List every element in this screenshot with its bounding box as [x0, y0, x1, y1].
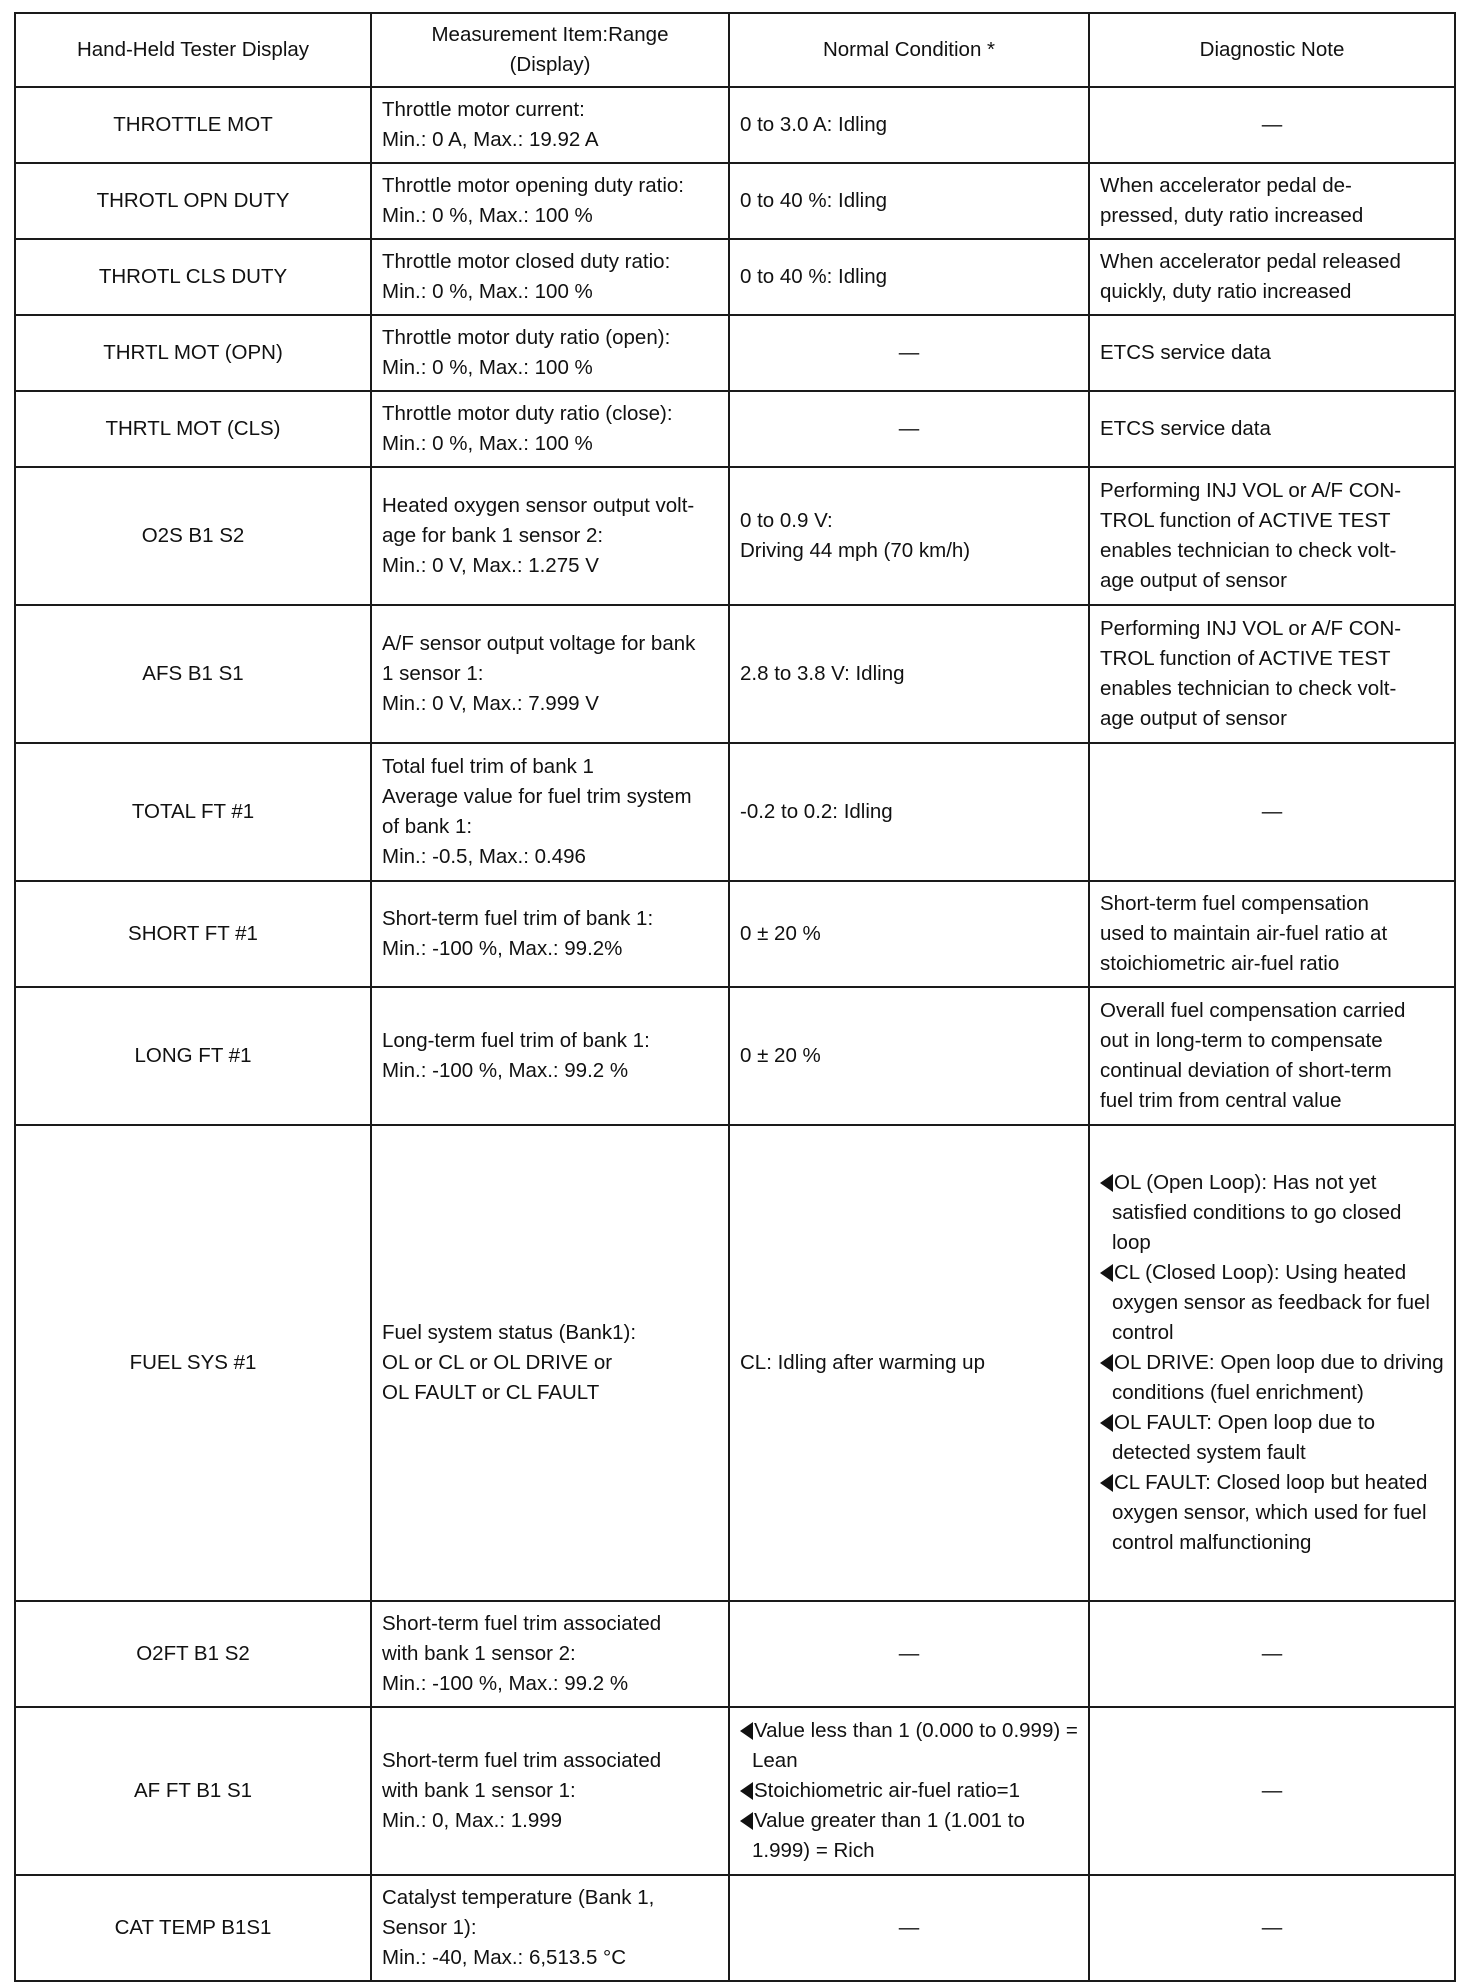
bullet-text: Value greater than 1 (1.001 to 1.999) = Rich	[752, 1809, 1025, 1862]
tester-display-cell: CAT TEMP B1S1	[15, 1875, 371, 1981]
normal-condition-cell	[729, 467, 1089, 605]
bullet-text: Value less than 1 (0.000 to 0.999) = Lean	[752, 1719, 1078, 1772]
tester-display-cell: THROTTLE MOT	[15, 87, 371, 163]
diagnostic-note-cell	[1089, 315, 1455, 391]
tester-display-cell: THRTL MOT (CLS)	[15, 391, 371, 467]
measurement-cell	[371, 605, 729, 743]
measurement-cell	[371, 467, 729, 605]
table-row	[15, 1601, 1455, 1707]
cell-line: —	[898, 1916, 920, 1939]
bullet-triangle-icon	[740, 1722, 753, 1740]
cell-line: fuel trim from central value	[1100, 1089, 1342, 1112]
cell-line: stoichiometric air-fuel ratio	[1100, 952, 1340, 975]
cell-line: —	[898, 1642, 920, 1665]
cell-line: enables technician to check volt-	[1100, 539, 1397, 562]
cell-line: Long-term fuel trim of bank 1:	[382, 1029, 650, 1052]
bullet-text: CL FAULT: Closed loop but heated oxygen sensor, which used for fuel control malfunctioning	[1112, 1471, 1428, 1554]
cell-line: Min.: 0, Max.: 1.999	[382, 1809, 563, 1832]
cell-line: —	[898, 341, 920, 364]
cell-line: Min.: 0 V, Max.: 1.275 V	[382, 554, 599, 577]
table-row	[15, 467, 1455, 605]
bullet-text: CL (Closed Loop): Using heated oxygen sensor as feedback for fuel control	[1112, 1261, 1430, 1344]
diagnostic-note-cell	[1089, 1125, 1455, 1601]
cell-line: Performing INJ VOL or A/F CON-	[1100, 479, 1402, 502]
cell-line: Driving 44 mph (70 km/h)	[740, 539, 971, 562]
header-normal-condition: Normal Condition *	[729, 13, 1089, 87]
table-row	[15, 1707, 1455, 1875]
cell-line: Min.: -100 %, Max.: 99.2 %	[382, 1672, 629, 1695]
cell-line: Min.: -40, Max.: 6,513.5 °C	[382, 1946, 627, 1969]
cell-line: 0 ± 20 %	[740, 1044, 821, 1067]
bullet-triangle-icon	[1100, 1354, 1113, 1372]
cell-line: CL: Idling after warming up	[740, 1351, 985, 1374]
cell-line: OL or CL or OL DRIVE or	[382, 1351, 613, 1374]
normal-condition-cell	[729, 605, 1089, 743]
table-row	[15, 605, 1455, 743]
bullet-triangle-icon	[1100, 1414, 1113, 1432]
cell-line: Min.: 0 A, Max.: 19.92 A	[382, 128, 599, 151]
measurement-cell	[371, 1601, 729, 1707]
diagnostic-data-table	[14, 12, 1456, 1982]
measurement-cell	[371, 1875, 729, 1981]
cell-line: Throttle motor opening duty ratio:	[382, 174, 684, 197]
cell-line: enables technician to check volt-	[1100, 677, 1397, 700]
bullet-text: OL FAULT: Open loop due to detected system fault	[1112, 1411, 1375, 1464]
table-row	[15, 1875, 1455, 1981]
cell-line: Short-term fuel compensation	[1100, 892, 1369, 915]
bullet-triangle-icon	[1100, 1264, 1113, 1282]
cell-line: —	[1261, 1779, 1283, 1802]
diagnostic-note-cell	[1089, 163, 1455, 239]
tester-display-cell: LONG FT #1	[15, 987, 371, 1125]
cell-line: 0 to 40 %: Idling	[740, 189, 888, 212]
cell-line: TROL function of ACTIVE TEST	[1100, 509, 1391, 532]
header-display: Hand-Held Tester Display	[15, 13, 371, 87]
tester-display-cell: AFS B1 S1	[15, 605, 371, 743]
tester-display-cell: AF FT B1 S1	[15, 1707, 371, 1875]
cell-line: Min.: 0 %, Max.: 100 %	[382, 280, 593, 303]
table-row	[15, 1125, 1455, 1601]
cell-line: quickly, duty ratio increased	[1100, 280, 1352, 303]
tester-display-cell: THRTL MOT (OPN)	[15, 315, 371, 391]
cell-line: continual deviation of short-term	[1100, 1059, 1392, 1082]
cell-line: Overall fuel compensation carried	[1100, 999, 1406, 1022]
cell-line: Min.: 0 %, Max.: 100 %	[382, 356, 593, 379]
bullet-triangle-icon	[740, 1782, 753, 1800]
normal-condition-cell	[729, 239, 1089, 315]
bullet-item	[1100, 1468, 1444, 1558]
tester-display-cell: SHORT FT #1	[15, 881, 371, 987]
normal-condition-cell	[729, 163, 1089, 239]
cell-line: —	[1261, 800, 1283, 823]
cell-line: Min.: -0.5, Max.: 0.496	[382, 845, 586, 868]
bullet-text: Stoichiometric air-fuel ratio=1	[754, 1779, 1021, 1802]
cell-line: used to maintain air-fuel ratio at	[1100, 922, 1388, 945]
cell-line: 0 to 3.0 A: Idling	[740, 113, 888, 136]
cell-line: Throttle motor duty ratio (open):	[382, 326, 671, 349]
table-row	[15, 987, 1455, 1125]
cell-line: —	[1261, 113, 1283, 136]
measurement-cell	[371, 743, 729, 881]
measurement-cell	[371, 987, 729, 1125]
cell-line: ETCS service data	[1100, 417, 1271, 440]
diagnostic-note-cell	[1089, 605, 1455, 743]
normal-condition-cell	[729, 743, 1089, 881]
diagnostic-note-cell	[1089, 467, 1455, 605]
cell-line: Min.: -100 %, Max.: 99.2 %	[382, 1059, 629, 1082]
cell-line: Total fuel trim of bank 1	[382, 755, 594, 778]
cell-line: Short-term fuel trim associated	[382, 1612, 662, 1635]
cell-line: Min.: -100 %, Max.: 99.2%	[382, 937, 623, 960]
table-row	[15, 315, 1455, 391]
normal-condition-cell	[729, 1125, 1089, 1601]
tester-display-cell: THROTL CLS DUTY	[15, 239, 371, 315]
cell-line: 2.8 to 3.8 V: Idling	[740, 662, 905, 685]
table-row	[15, 163, 1455, 239]
header-diagnostic-note: Diagnostic Note	[1089, 13, 1455, 87]
normal-condition-cell	[729, 315, 1089, 391]
diagnostic-note-cell	[1089, 987, 1455, 1125]
cell-line: Min.: 0 %, Max.: 100 %	[382, 432, 593, 455]
table-row	[15, 87, 1455, 163]
normal-condition-cell	[729, 881, 1089, 987]
cell-line: Short-term fuel trim associated	[382, 1749, 662, 1772]
bullet-triangle-icon	[1100, 1174, 1113, 1192]
tester-display-cell: TOTAL FT #1	[15, 743, 371, 881]
cell-line: Short-term fuel trim of bank 1:	[382, 907, 654, 930]
cell-line: Catalyst temperature (Bank 1,	[382, 1886, 655, 1909]
measurement-cell	[371, 87, 729, 163]
table-row	[15, 743, 1455, 881]
cell-line: age output of sensor	[1100, 707, 1287, 730]
cell-line: 1 sensor 1:	[382, 662, 484, 685]
cell-line: with bank 1 sensor 1:	[382, 1779, 576, 1802]
measurement-cell	[371, 1125, 729, 1601]
measurement-cell	[371, 315, 729, 391]
tester-display-cell: THROTL OPN DUTY	[15, 163, 371, 239]
normal-condition-cell	[729, 87, 1089, 163]
diagnostic-note-cell	[1089, 391, 1455, 467]
bullet-triangle-icon	[740, 1812, 753, 1830]
bullet-item	[740, 1806, 1078, 1866]
normal-condition-cell	[729, 987, 1089, 1125]
cell-line: —	[898, 417, 920, 440]
diagnostic-note-cell	[1089, 1707, 1455, 1875]
header-measurement: Measurement Item:Range (Display)	[371, 13, 729, 87]
cell-line: age for bank 1 sensor 2:	[382, 524, 604, 547]
cell-line: Min.: 0 V, Max.: 7.999 V	[382, 692, 599, 715]
bullet-item	[740, 1716, 1078, 1776]
tester-display-cell: FUEL SYS #1	[15, 1125, 371, 1601]
cell-line: TROL function of ACTIVE TEST	[1100, 647, 1391, 670]
measurement-cell	[371, 391, 729, 467]
cell-line: age output of sensor	[1100, 569, 1287, 592]
diagnostic-note-cell	[1089, 881, 1455, 987]
table-row	[15, 391, 1455, 467]
bullet-item	[740, 1776, 1078, 1806]
cell-line: Heated oxygen sensor output volt-	[382, 494, 695, 517]
bullet-item	[1100, 1168, 1444, 1258]
cell-line: A/F sensor output voltage for bank	[382, 632, 696, 655]
cell-line: of bank 1:	[382, 815, 473, 838]
cell-line: Min.: 0 %, Max.: 100 %	[382, 204, 593, 227]
normal-condition-cell	[729, 1707, 1089, 1875]
cell-line: Sensor 1):	[382, 1916, 477, 1939]
cell-line: ETCS service data	[1100, 341, 1271, 364]
cell-line: Throttle motor closed duty ratio:	[382, 250, 671, 273]
cell-line: —	[1261, 1916, 1283, 1939]
cell-line: OL FAULT or CL FAULT	[382, 1381, 600, 1404]
cell-line: 0 to 40 %: Idling	[740, 265, 888, 288]
diagnostic-note-cell	[1089, 87, 1455, 163]
cell-line: with bank 1 sensor 2:	[382, 1642, 576, 1665]
normal-condition-cell	[729, 1875, 1089, 1981]
normal-condition-cell	[729, 1601, 1089, 1707]
tester-display-cell: O2S B1 S2	[15, 467, 371, 605]
cell-line: Throttle motor current:	[382, 98, 585, 121]
measurement-cell	[371, 163, 729, 239]
bullet-text: OL (Open Loop): Has not yet satisfied conditions to go closed loop	[1112, 1171, 1402, 1254]
diagnostic-note-cell	[1089, 1875, 1455, 1981]
header-row	[15, 13, 1455, 87]
cell-line: pressed, duty ratio increased	[1100, 204, 1364, 227]
cell-line: When accelerator pedal de-	[1100, 174, 1352, 197]
diagnostic-note-cell	[1089, 1601, 1455, 1707]
bullet-item	[1100, 1348, 1444, 1408]
diagnostic-note-cell	[1089, 239, 1455, 315]
bullet-item	[1100, 1408, 1444, 1468]
table-row	[15, 239, 1455, 315]
cell-line: Throttle motor duty ratio (close):	[382, 402, 673, 425]
diagnostic-note-cell	[1089, 743, 1455, 881]
cell-line: Performing INJ VOL or A/F CON-	[1100, 617, 1402, 640]
bullet-text: OL DRIVE: Open loop due to driving conditions (fuel enrichment)	[1112, 1351, 1444, 1404]
cell-line: 0 to 0.9 V:	[740, 509, 833, 532]
table-row	[15, 881, 1455, 987]
measurement-cell	[371, 239, 729, 315]
measurement-cell	[371, 881, 729, 987]
normal-condition-cell	[729, 391, 1089, 467]
cell-line: -0.2 to 0.2: Idling	[740, 800, 893, 823]
bullet-item	[1100, 1258, 1444, 1348]
bullet-triangle-icon	[1100, 1474, 1113, 1492]
cell-line: 0 ± 20 %	[740, 922, 821, 945]
cell-line: Fuel system status (Bank1):	[382, 1321, 637, 1344]
cell-line: out in long-term to compensate	[1100, 1029, 1383, 1052]
cell-line: Average value for fuel trim system	[382, 785, 692, 808]
tester-display-cell: O2FT B1 S2	[15, 1601, 371, 1707]
cell-line: —	[1261, 1642, 1283, 1665]
cell-line: When accelerator pedal released	[1100, 250, 1401, 273]
measurement-cell	[371, 1707, 729, 1875]
